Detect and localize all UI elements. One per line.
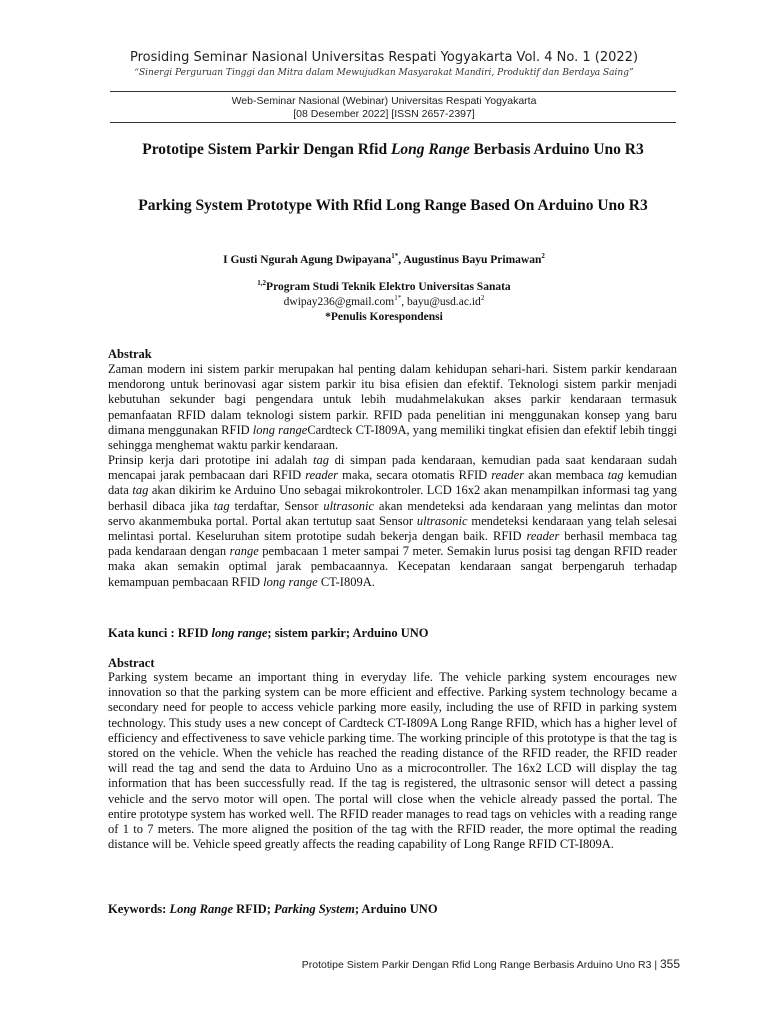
affiliation-emails: dwipay236@gmail.com$^{1*}$, $bayu@usd.ac.id^2$	[283, 294, 485, 308]
header-rule-top	[110, 91, 676, 92]
author-list: I Gusti Ngurah Agung Dwipayana$^{1*}$, Augustinus Bayu Primawan$^2$	[223, 252, 545, 266]
abstract-heading: Abstract	[108, 656, 155, 670]
paper-title-indonesian: Prototipe Sistem Parkir Dengan Rfid Long Range Berbasis Arduino Uno R3	[142, 141, 644, 158]
abstrak-paragraph-1: Zaman modern ini sistem parkir merupakan hal penting dalam kehidupan sehari-hari. Sistem parkir kendaraan mendorong untuk berinovasi agar sistem parkir itu bisa efisien dan efektif. Teknologi sistem parkir menjadi kebutuhan sekunder bagi pengendara untuk lebih mudahmelakukan akses parkir kendaraan termasuk pemanfaatan RFID dalam teknologi sistem parkir. RFID pada penelitian ini menggunakan konsep yang baru dimana menggunakan RFID long rangeCardteck CT-I809A, yang memiliki tingkat efisien dan efektif lebih tinggi sehingga menghemat waktu parkir kendaraan.	[108, 362, 678, 453]
journal-title: Prosiding Seminar Nasional Universitas Respati Yogyakarta Vol. 4 No. 1 (2022)	[129, 50, 639, 65]
journal-tagline: “Sinergi Perguruan Tinggi dan Mitra dalam Mewujudkan Masyarakat Mandiri, Produktif dan Berdaya Saing”	[134, 68, 634, 78]
affiliation-program: $^{1,2}$Program Studi Teknik Elektro Universitas Sanata	[257, 279, 511, 293]
abstrak-heading: Abstrak	[108, 347, 152, 361]
seminar-name: Web-Seminar Nasional (Webinar) Universitas Respati Yogyakarta	[231, 95, 537, 107]
paper-title-english: Parking System Prototype With Rfid Long Range Based On Arduino Uno R3	[138, 197, 648, 214]
kata-kunci: Kata kunci : RFID long range; sistem parkir; Arduino UNO	[108, 626, 429, 640]
header-rule-bottom	[110, 122, 676, 123]
page-footer	[300, 957, 680, 971]
footer-running-title: Prototipe Sistem Parkir Dengan Rfid Long Range Berbasis Arduino Uno R3 |	[301, 959, 660, 971]
corresponding-author-note: *Penulis Korespondensi	[325, 311, 443, 323]
page-number: 355	[659, 957, 680, 971]
keywords: Keywords: Long Range RFID; Parking System; Arduino UNO	[108, 902, 438, 916]
abstrak-paragraph-2: Prinsip kerja dari prototipe ini adalah tag di simpan pada kendaraan, kemudian pada saat kendaraan sudah mencapai jarak pembacaan dari RFID reader maka, secara otomatis RFID reader akan membaca tag kemudian data tag akan dikirim ke Arduino Uno sebagai mikrokontroler. LCD 16x2 akan menampilkan informasi tag yang berhasil dibaca jika tag terdaftar, Sensor ultrasonic akan mendeteksi ada kendaraan yang melintas dan motor servo akanmembuka portal. Portal akan tertutup saat Sensor ultrasonic mendeteksi kendaraan yang telah selesai melintasi portal. Keseluruhan sitem prototipe sudah bekerja dengan baik. RFID reader berhasil membaca tag pada kendaraan dengan range pembacaan 1 meter sampai 7 meter. Semakin lurus posisi tag dengan RFID reader maka akan semakin optimal jarak pembacaannya. Kecepatan kendaraan sangat berpengaruh terhadap kemampuan pembacaan RFID long range CT-I809A.	[108, 453, 678, 589]
seminar-date-issn: [08 Desember 2022] [ISSN 2657-2397]	[293, 108, 475, 120]
abstract-paragraph: Parking system became an important thing in everyday life. The vehicle parking system encourages new innovation so that the parking system can be more efficient and effective. Parking system technology became a secondary need for people to access vehicle parking more easily, including the use of RFID in parking system technology. This study uses a new concept of Cardteck CT-I809A Long Range RFID, which has a higher level of efficiency and effectiveness to save vehicle parking time. The working principle of this prototype is that the tag is stored on the vehicle. When the vehicle has reached the reading distance of the RFID reader, the RFID reader will read the tag and send the data to Arduino Uno as a microcontroller. The 16x2 LCD will display the tag information that has been successfully read. If the tag is registered, the ultrasonic sensor will detect a passing vehicle and the servo motor will open. The portal will close when the vehicle already passed the portal. The entire prototype system has worked well. The RFID reader manages to read tags on vehicles with a reading range of 1 to 7 meters. The more aligned the position of the tag with the RFID reader, the more optimal the reading distance will be. Vehicle speed greatly affects the reading capability of Long Range RFID CT-I809A.	[108, 670, 677, 852]
